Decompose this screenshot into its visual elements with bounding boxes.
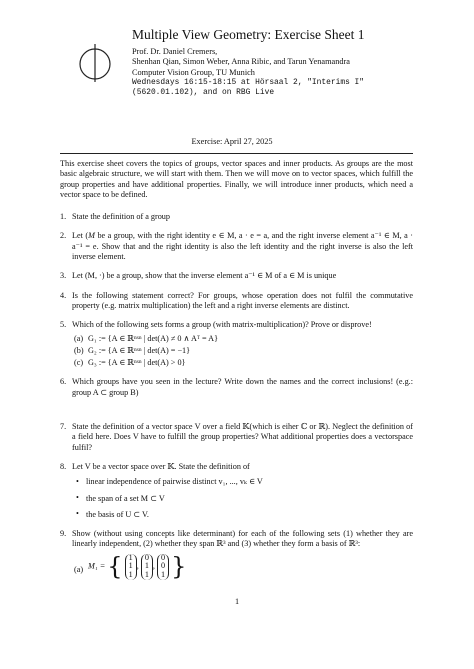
definition-bullet xyxy=(72,494,413,504)
sheet-body xyxy=(60,159,413,586)
bullet-marker: • xyxy=(76,493,79,503)
question-text-continued: a⁻¹ ∈ M, a · a⁻¹ = e. Show that and the right identity is also the left identity and the right inverse is also the left inverse element. xyxy=(72,231,414,262)
vector-entry: 0 xyxy=(144,552,149,562)
authors-line-1: Prof. Dr. Daniel Cremers, xyxy=(132,47,218,56)
exercise-date: Exercise: April 27, 2025 xyxy=(191,137,273,146)
subquestion-text: G₁ := {A ∈ ℝⁿˣⁿ | det(A) ≠ 0 ∧ Aᵀ = A} xyxy=(88,333,219,343)
question-9 xyxy=(60,529,413,586)
sheet-header xyxy=(132,27,462,98)
bullet-text: linear independence of pairwise distinct v₁, ..., vₖ ∈ V xyxy=(86,477,263,487)
vector-entry: 0 xyxy=(161,552,166,562)
column-vector-1 xyxy=(125,554,137,580)
vector-entry: 1 xyxy=(128,569,133,579)
question-number: 7. xyxy=(60,422,67,432)
question-4 xyxy=(60,291,413,312)
column-vector-3 xyxy=(157,554,169,580)
bullet-text: the basis of U ⊂ V. xyxy=(86,509,149,519)
vector-entry: 1 xyxy=(161,569,166,579)
question-5 xyxy=(60,320,413,368)
question-text: Let (M, ·) be a group, show that the inverse element a⁻¹ ∈ M of a ∈ M is unique xyxy=(72,271,337,281)
question-text-prefix: Let ( xyxy=(72,231,89,241)
question-text: State the definition of a group xyxy=(72,212,170,222)
definition-bullet xyxy=(72,510,413,520)
bullet-marker: • xyxy=(76,509,79,519)
question-text: be a group, with the right identity e ∈ M, a · e = a, and the right inverse element xyxy=(97,231,369,241)
question-number: 3. xyxy=(60,271,67,281)
subquestion-a-vectors xyxy=(72,554,413,586)
question-number: 2. xyxy=(60,231,67,241)
subquestion-text: G₂ := {A ∈ ℝⁿˣⁿ | det(A) = −1} xyxy=(88,345,191,355)
question-text: Show (without using concepts like determinant) for each of the following sets (1) whether they are linearly independent, (2) whether they span ℝ³ and (3) whether they form a basis of ℝ³: xyxy=(72,529,413,549)
question-text: Let V be a vector space over 𝕂. State the definition of xyxy=(72,461,250,471)
question-7 xyxy=(60,422,413,453)
question-1 xyxy=(60,212,413,222)
column-vector-2 xyxy=(141,554,153,580)
question-number: 4. xyxy=(60,290,67,300)
question-2 xyxy=(60,231,413,262)
definition-bullet xyxy=(72,477,413,487)
left-brace: { xyxy=(107,552,123,581)
subquestion-label: (a) xyxy=(74,564,84,574)
schedule-line-2: (5620.01.102), and on RBG Live xyxy=(132,88,275,98)
question-text: Is the following statement correct? For groups, whose operation does not fulfil the commutative property (e.g. matrix multiplication) the left and a right inverse elements are distinct. xyxy=(72,290,413,310)
vector-entry: 1 xyxy=(128,561,133,571)
question-text: State the definition of a vector space V over a field 𝕂(which is eiher ℂ or ℝ). Neglect the definition of a field here. Does V have to fulfill the group properties? What additional properties does a vectorspace fulfil? xyxy=(72,422,413,452)
schedule-line-1: Wednesdays 16:15-18:15 at Hörsaal 2, "Interims I" xyxy=(132,77,365,87)
set-symbol: M xyxy=(88,231,95,241)
header-divider xyxy=(60,153,413,154)
intro-paragraph: This exercise sheet covers the topics of groups, vector spaces and inner products. As groups are the most basic algebraic structure, we will start with them. Then we will move on to vector spaces, which fulfill the group properties and have additional properties. Finally, we will introduce inner products, which need a vector space to be defined. xyxy=(60,159,413,199)
question-8 xyxy=(60,462,413,520)
subquestion-text: G₃ := {A ∈ ℝⁿˣⁿ | det(A) > 0} xyxy=(88,358,186,368)
question-number: 8. xyxy=(60,461,67,471)
vector-entry: 1 xyxy=(144,569,149,579)
vector-separator: , xyxy=(152,561,155,571)
question-text: Which of the following sets forms a group (with matrix-multiplication)? Prove or disprove! xyxy=(72,320,372,330)
university-logo-icon xyxy=(77,42,113,84)
vector-entry: 1 xyxy=(128,552,133,562)
set-name: M₁ = xyxy=(88,561,106,571)
bullet-marker: • xyxy=(76,476,79,486)
bullet-text: the span of a set M ⊂ V xyxy=(86,493,165,503)
page-number: 1 xyxy=(234,597,240,606)
question-number: 6. xyxy=(60,377,67,387)
question-6 xyxy=(60,377,413,398)
affiliation-line: Computer Vision Group, TU Munich xyxy=(132,67,255,77)
question-number: 9. xyxy=(60,529,67,539)
sheet-title: Multiple View Geometry: Exercise Sheet 1 xyxy=(132,27,365,42)
subquestion-label: (a) xyxy=(74,333,84,343)
vector-entry: 1 xyxy=(144,561,149,571)
right-brace: } xyxy=(171,552,187,581)
subquestion-a xyxy=(72,334,413,344)
question-number: 5. xyxy=(60,320,67,330)
subquestion-label: (c) xyxy=(74,358,84,368)
subquestion-c xyxy=(72,358,413,368)
question-3 xyxy=(60,271,413,281)
subquestion-b xyxy=(72,346,413,356)
question-number: 1. xyxy=(60,212,67,222)
authors-line-2: Shenhan Qian, Simon Weber, Anna Ribic, and Tarun Yenamandra xyxy=(132,57,350,67)
vector-entry: 0 xyxy=(161,561,166,571)
subquestion-label: (b) xyxy=(74,345,84,355)
question-text: Which groups have you seen in the lecture? Write down the names and the correct inclusions! (e.g.: group A ⊂ group B) xyxy=(72,377,413,397)
vector-separator: , xyxy=(136,561,139,571)
